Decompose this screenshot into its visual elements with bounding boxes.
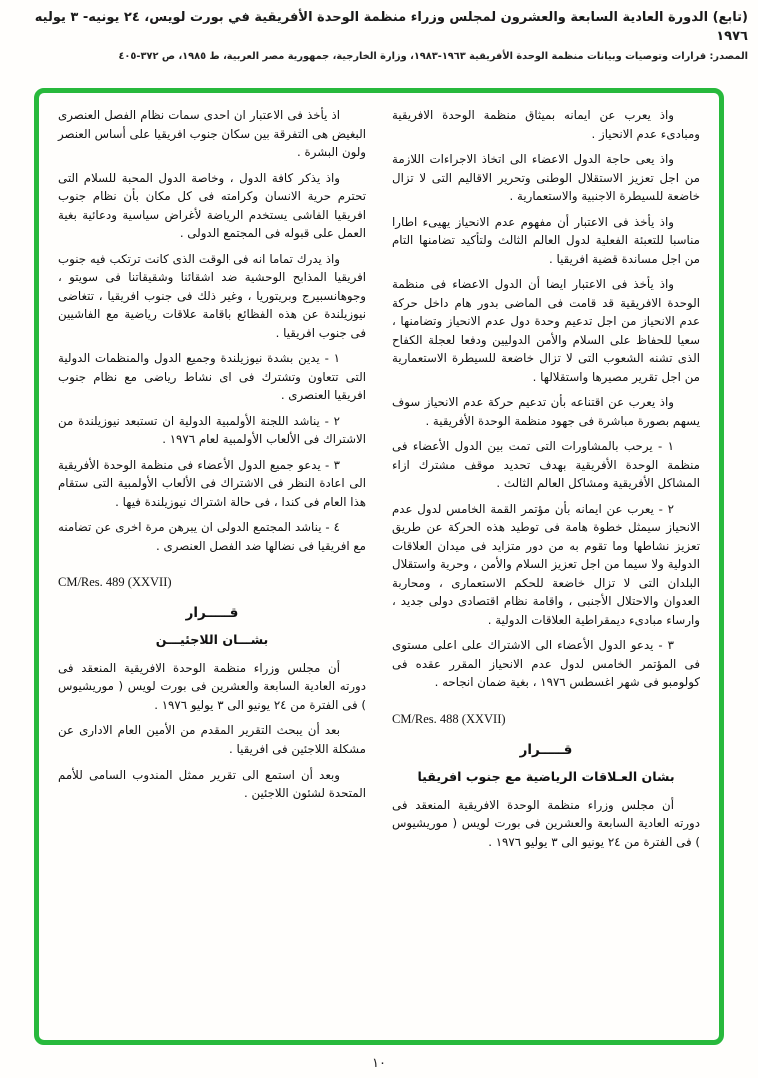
numbered-clause: ٣ - يدعو الدول الأعضاء الى الاشتراك على اعلى مستوى فى المؤتمر الخامس لدول عدم الانحياز المقرر عقده فى كولومبو فى شهر اغسطس ١٩٧٦ ، بغية ضمان انجاحه . — [392, 638, 700, 690]
paragraph: أن مجلس وزراء منظمة الوحدة الافريقية المنعقد فى دورته العادية السابعة والعشرين فى بورت لويس ( موريشيوس ) فى الفترة من ٢٤ يونيو الى ٣ يوليو ١٩٧٦ . — [392, 797, 700, 849]
source-citation: المصدر: قرارات وتوصيات وبيانات منظمة الوحدة الأفريقية ١٩٦٣-١٩٨٣، وزارة الخارجية، جمهورية مصر العربية، ط ١٩٨٥، ص ٣٧٢-٤٠٥ — [118, 50, 748, 62]
resolution-number: CM/Res. 488 (XXVII) — [392, 711, 506, 726]
paragraph: وبعد أن استمع الى تقرير ممثل المندوب السامى للأمم المتحدة لشئون اللاجئين . — [58, 767, 366, 801]
paragraph: واذ يأخذ فى الاعتبار ايضا أن الدول الاعضاء فى منظمة الوحدة الافريقية قد قامت فى الماضى بدور هام داخل حركة عدم الانحياز من اجل تدعيم وحدة دول عدم الانحياز وتضامنها ، سعيا للحفاظ على السلام والأمن الدوليين ودفعا لعجلة الكفاح الذى تشنه الشعوب التى لا تزال خاضعة للسيطرة الاستعمارية من اجل تقرير مصيرها واستقلالها . — [392, 277, 700, 384]
paragraph: واذ يدرك تماما انه فى الوقت الذى كانت ترتكب فيه جنوب افريقيا المذابح الوحشية ضد اشقائنا وشقيقاتنا فى سويتو ، وجوهانسبيرج وبريتوريا ، وغير ذلك فى جنوب افريقيا ، تتغاضى نيوزيلندة عن هذه الفظائع باقامة علاقات رياضية مع الفاشيين فى جنوب افريقيا . — [58, 251, 366, 340]
document-header — [0, 0, 758, 62]
numbered-clause: ٣ - يدعو جميع الدول الأعضاء فى منظمة الوحدة الأفريقية الى اعادة النظر فى الاشتراك فى الألعاب الأولمبية التى ستقام هذا العام فى كندا ، فى حالة اشتراك نيوزيلندة فيها . — [58, 457, 366, 509]
paragraph: واذ يعى حاجة الدول الاعضاء الى اتخاذ الاجراءات اللازمة من اجل تعزيز الاستقلال الوطنى وتحرير الاقاليم التى لا تزال خاضعة للسيطرة الاجنبية والاستعمارية . — [392, 152, 700, 204]
column-right — [392, 106, 700, 1030]
paragraph: واذ يعرب عن ايمانه بميثاق منظمة الوحدة الافريقية ومبادىء عدم الانحياز . — [392, 108, 700, 141]
numbered-clause: ٢ - يناشد اللجنة الأولمبية الدولية ان تستبعد نيوزيلندة من الاشتراك فى الألعاب الأولمبية لعام ١٩٧٦ . — [58, 413, 366, 447]
paragraph: واذ يأخذ فى الاعتبار أن مفهوم عدم الانحياز يهيىء اطارا مناسبا للتعبئة الفعلية لدول العالم الثالث ولتأكيد تضامنها التام من اجل مساندة قضية افريقيا . — [392, 214, 700, 266]
column-left — [58, 106, 366, 1030]
resolution-subject: بشان العـلاقات الرياضية مع جنوب افريقيا — [417, 768, 675, 784]
numbered-clause: ١ - يرحب بالمشاورات التى تمت بين الدول الأعضاء فى منظمة الوحدة الأفريقية بهدف تحديد موقف مشترك ازاء المشاكل الأفريقية ومشاكل العالم الثالث . — [392, 439, 700, 491]
resolution-heading: قـــــرار — [185, 604, 239, 621]
resolution-subject: بشـــان اللاجئيـــن — [155, 632, 269, 648]
numbered-clause: ٢ - يعرب عن ايمانه بأن مؤتمر القمة الخامس لدول عدم الانحياز سيمثل خطوة هامة فى توطيد هذه الحركة عن طريق تعزيز نشاطها وما تقوم به من دور متزايد فى ميدان العلاقات الدولية ولا سيما من اجل تعزيز السلام والأمن ، وحرية واستقلال البلدان التى لا تزال خاضعة للحكم الاستعمارى ، ومحاربة العدوان والاحتلال الأجنبى ، واقامة نظام اقتصادى دولى جديد ، وارساء مبادىء ديمقراطية العلاقات الدولية . — [392, 501, 700, 627]
paragraph: بعد أن يبحث التقرير المقدم من الأمين العام الادارى عن مشكلة اللاجئين فى افريقيا . — [58, 723, 366, 756]
paragraph: واذ يعرب عن اقتناعه بأن تدعيم حركة عدم الانحياز سوف يسهم بصورة مباشرة فى جهود منظمة الوحدة الأفريقية . — [392, 395, 700, 428]
resolution-heading: قـــــرار — [519, 741, 573, 758]
resolution-number: CM/Res. 489 (XXVII) — [58, 575, 172, 590]
green-frame — [34, 88, 724, 1045]
session-title: (تابع) الدورة العادية السابعة والعشرون لمجلس وزراء منظمة الوحدة الأفريقية في بورت لويس، ٢٤ يونيه- ٣ يوليه ١٩٧٦ — [34, 10, 748, 44]
paragraph: أن مجلس وزراء منظمة الوحدة الافريقية المنعقد فى دورته العادية السابعة والعشرين فى بورت لويس ( موريشيوس ) فى الفترة من ٢٤ يونيو الى ٣ يوليو ١٩٧٦ . — [58, 660, 366, 712]
page-number: ١٠ — [372, 1056, 386, 1071]
paragraph: واذ يذكر كافة الدول ، وخاصة الدول المحبة للسلام التى تحترم حرية الانسان وكرامته فى كل مكان بأن نظام جنوب افريقيا الفاشى يستخدم الرياضة لأغراض سياسية ودعائية بغية العمل على قبوله فى المجتمع الدولى . — [58, 170, 366, 241]
paragraph: اذ يأخذ فى الاعتبار ان احدى سمات نظام الفصل العنصرى البغيض هى التفرقة بين سكان جنوب افريقيا على أساس العنصر ولون البشرة . — [58, 108, 366, 160]
numbered-clause: ٤ - يناشد المجتمع الدولى ان يبرهن مرة اخرى عن تضامنه مع افريقيا فى نضالها ضد الفصل العنصرى . — [58, 520, 366, 553]
text-columns — [58, 106, 700, 1030]
numbered-clause: ١ - يدين بشدة نيوزيلندة وجميع الدول والمنظمات الدولية التى تتعاون وتشترك فى اى نشاط رياضى مع نظام جنوب افريقيا العنصرى . — [58, 351, 366, 403]
